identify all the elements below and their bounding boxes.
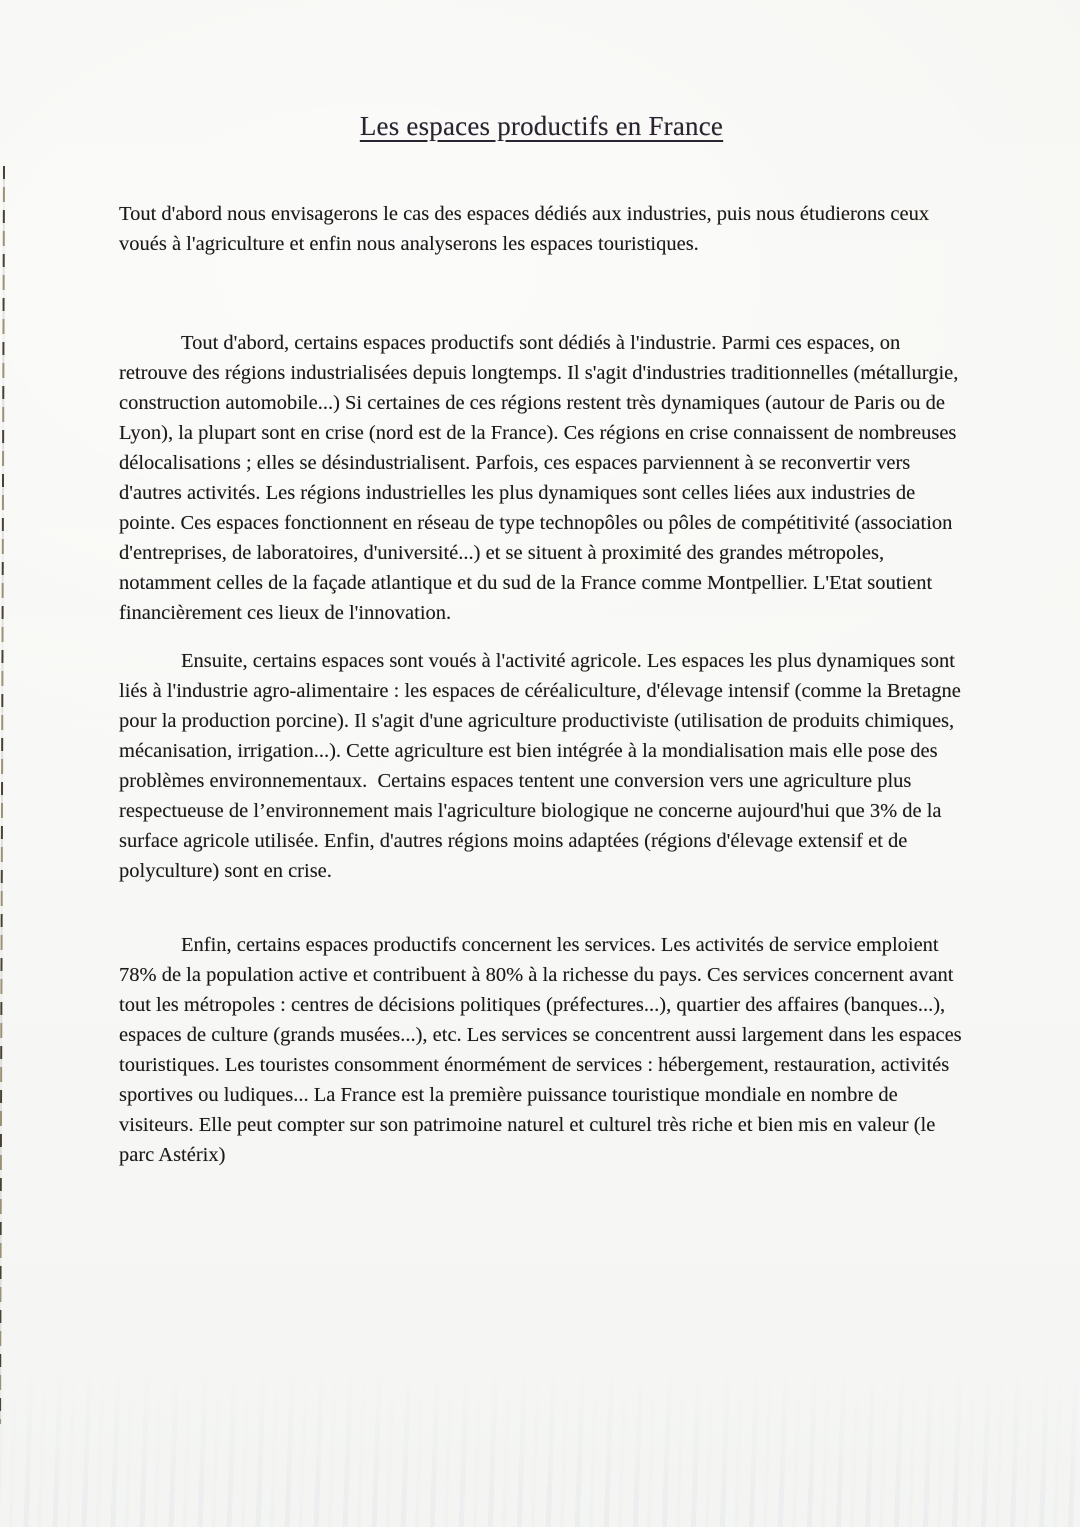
paragraph-services: Enfin, certains espaces productifs concernent les services. Les activités de service emploient 78% de la population active et contribuent à 80% à la richesse du pays. Ces services concernent avant tout les métropoles : centres de décisions politiques (préfectures...), quartier des affaires (banques...), espaces de culture (grands musées...), etc. Les services se concentrent aussi largement dans les espaces touristiques. Les touristes consomment énormément de services : hébergement, restauration, activités sportives ou ludiques... La France est la première puissance touristique mondiale en nombre de visiteurs. Elle peut compter sur son patrimoine naturel et culturel très riche et bien mis en valeur (le parc Astérix): [119, 934, 962, 1166]
paragraph-industrie: Tout d'abord, certains espaces productifs sont dédiés à l'industrie. Parmi ces espaces, on retrouve des régions industrialisées depuis longtemps. Il s'agit d'industries traditionnelles (métallurgie, construction automobile...) Si certaines de ces régions restent très dynamiques (autour de Paris ou de Lyon), la plupart sont en crise (nord est de la France). Ces régions en crise connaissent de nombreuses délocalisations ; elles se désindustrialisent. Parfois, ces espaces parviennent à se reconvertir vers d'autres activités. Les régions industrielles les plus dynamiques sont celles liées aux industries de pointe. Ces espaces fonctionnent en réseau de type technopôles ou pôles de compétitivité (association d'entreprises, de laboratoires, d'université...) et se situent à proximité des grandes métropoles, notamment celles de la façade atlantique et du sud de la France comme Montpellier. L'Etat soutient financièrement ces lieux de l'innovation.: [119, 332, 959, 624]
paragraph-introduction: Tout d'abord nous envisagerons le cas des espaces dédiés aux industries, puis nous étudierons ceux voués à l'agriculture et enfin nous analyserons les espaces touristiques.: [119, 203, 930, 255]
scan-crease-line: [0, 166, 5, 1424]
document-body: [119, 0, 964, 1170]
document-title: Les espaces productifs en France: [359, 111, 724, 141]
paper-texture-streaks: [0, 1367, 1080, 1527]
paragraph-agriculture: Ensuite, certains espaces sont voués à l'activité agricole. Les espaces les plus dynamiques sont liés à l'industrie agro-alimentaire : les espaces de céréaliculture, d'élevage intensif (comme la Bretagne pour la production porcine). Il s'agit d'une agriculture productiviste (utilisation de produits chimiques, mécanisation, irrigation...). Cette agriculture est bien intégrée à la mondialisation mais elle pose des problèmes environnementaux. Certains espaces tentent une conversion vers une agriculture plus respectueuse de l’environnement mais l'agriculture biologique ne concerne aujourd'hui que 3% de la surface agricole utilisée. Enfin, d'autres régions moins adaptées (régions d'élevage extensif et de polyculture) sont en crise.: [119, 650, 961, 882]
